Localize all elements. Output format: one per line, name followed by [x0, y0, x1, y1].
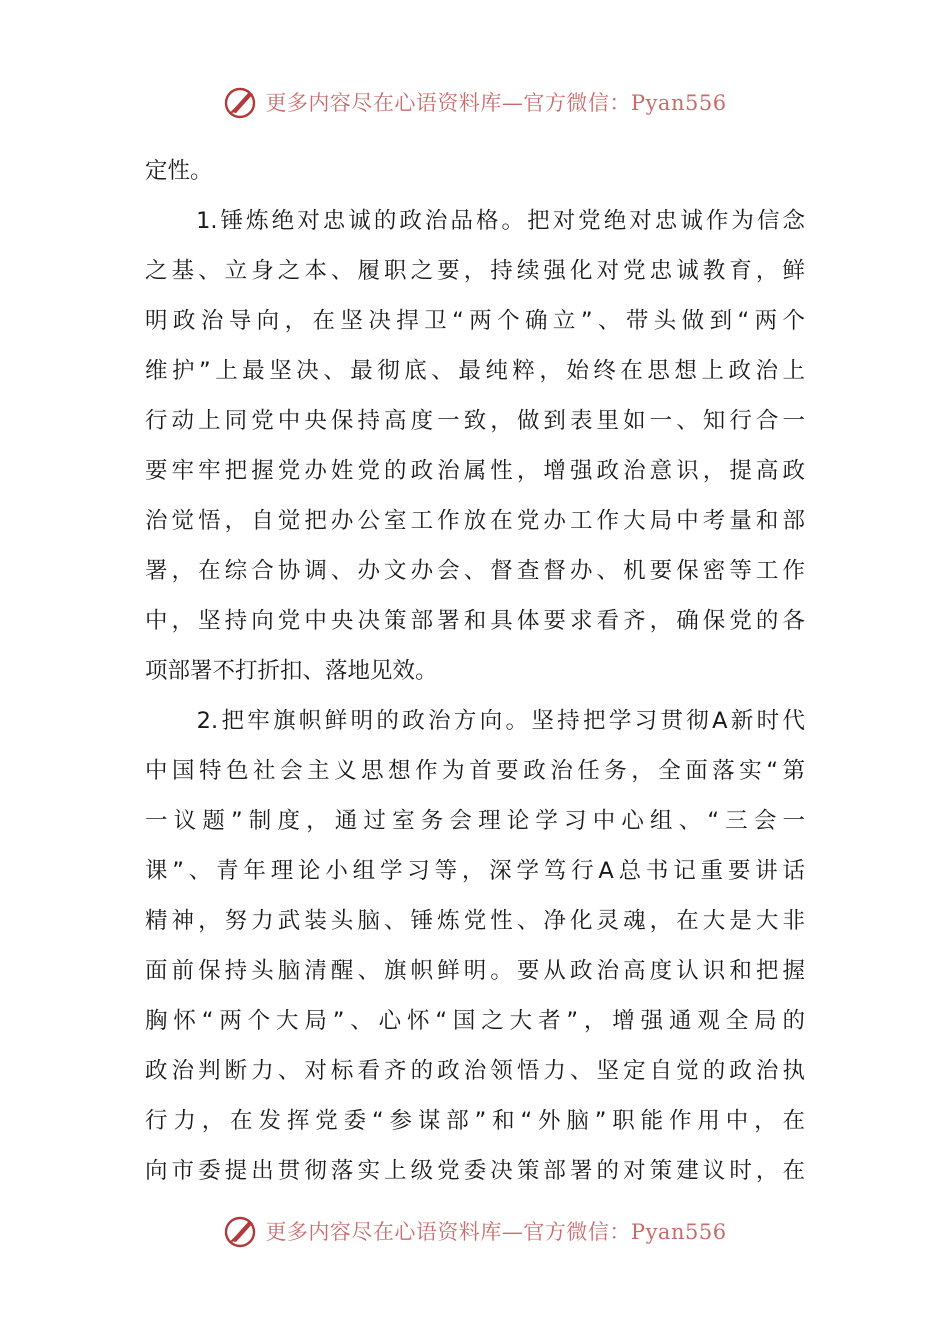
text-line: 精神，努力武装头脑、锤炼党性、净化灵魂，在大是大非	[145, 908, 805, 934]
footer-banner	[0, 1211, 950, 1251]
text-line: 维护”上最坚决、最彻底、最纯粹，始终在思想上政治上	[145, 358, 805, 384]
text-line: 定性。	[145, 158, 213, 184]
text-line: 之基、立身之本、履职之要，持续强化对党忠诚教育，鲜	[145, 258, 805, 284]
text-line: 面前保持头脑清醒、旗帜鲜明。要从政治高度认识和把握	[145, 958, 805, 984]
text-line: 政治判断力、对标看齐的政治领悟力、坚定自觉的政治执	[145, 1058, 805, 1084]
text-line: 1.锤炼绝对忠诚的政治品格。把对党绝对忠诚作为信念	[145, 208, 805, 234]
text-line: 要牢牢把握党办姓党的政治属性，增强政治意识，提高政	[145, 458, 805, 484]
text-line: 胸怀“两个大局”、心怀“国之大者”，增强通观全局的	[145, 1008, 805, 1034]
text-line: 行动上同党中央保持高度一致，做到表里如一、知行合一	[145, 408, 805, 434]
text-line: 中国特色社会主义思想作为首要政治任务，全面落实“第	[145, 758, 805, 784]
quill-logo-icon	[223, 1213, 259, 1249]
text-line: 2.把牢旗帜鲜明的政治方向。坚持把学习贯彻A新时代	[145, 708, 805, 734]
header-banner	[0, 82, 950, 122]
quill-logo-icon	[223, 84, 259, 120]
header-banner-text: 更多内容尽在心语资料库—官方微信：Pyan556	[265, 91, 727, 115]
text-line: 一议题”制度，通过室务会理论学习中心组、“三会一	[145, 808, 805, 834]
text-line: 项部署不打折扣、落地见效。	[145, 658, 438, 684]
footer-banner-text: 更多内容尽在心语资料库—官方微信：Pyan556	[265, 1220, 727, 1244]
text-line: 中，坚持向党中央决策部署和具体要求看齐，确保党的各	[145, 608, 805, 634]
text-line: 课”、青年理论小组学习等，深学笃行A总书记重要讲话	[145, 858, 805, 884]
document-body	[145, 146, 805, 1196]
text-line: 行力，在发挥党委“参谋部”和“外脑”职能作用中，在	[145, 1108, 805, 1134]
text-line: 署，在综合协调、办文办会、督查督办、机要保密等工作	[145, 558, 805, 584]
text-line: 向市委提出贯彻落实上级党委决策部署的对策建议时，在	[145, 1158, 805, 1184]
text-line: 治觉悟，自觉把办公室工作放在党办工作大局中考量和部	[145, 508, 805, 534]
text-line: 明政治导向，在坚决捍卫“两个确立”、带头做到“两个	[145, 308, 805, 334]
